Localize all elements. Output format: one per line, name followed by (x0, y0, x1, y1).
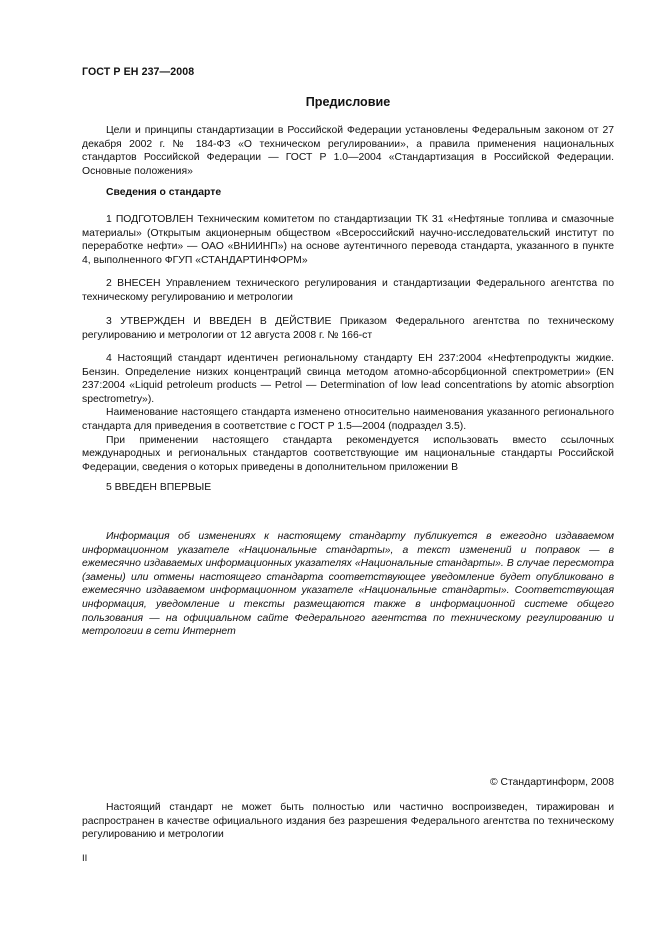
item-3-paragraph: 3 УТВЕРЖДЕН И ВВЕДЕН В ДЕЙСТВИЕ Приказом Федерального агентства по техническому регулированию и метрологии от 12 августа 2008 г. № 166-ст (82, 316, 614, 341)
item-4-references-note: При применении настоящего стандарта рекомендуется использовать вместо ссылочных международных и региональных стандартов соответствующие им национальные стандарты Российской Федерации, сведения о которых приведены в дополнительном приложении В (82, 434, 614, 473)
item-2-paragraph: 2 ВНЕСЕН Управлением технического регулирования и стандартизации Федерального агентства по техническому регулированию и метрологии (82, 278, 614, 303)
rights-paragraph: Настоящий стандарт не может быть полностью или частично воспроизведен, тиражирован и распространен в качестве официального издания без разрешения Федерального агентства по техническому регулированию и метрологии (82, 802, 614, 841)
document-header: ГОСТ Р ЕН 237—2008 (82, 66, 195, 78)
item-4-name-note: Наименование настоящего стандарта изменено относительно наименования указанного регионального стандарта для приведения в соответствие с ГОСТ Р 1.5—2004 (подраздел 3.5). (82, 407, 614, 432)
item-5-paragraph: 5 ВВЕДЕН ВПЕРВЫЕ (106, 482, 212, 493)
item-4-block (82, 352, 614, 474)
section-subheading: Сведения о стандарте (106, 187, 222, 198)
intro-paragraph: Цели и принципы стандартизации в Российской Федерации установлены Федеральным законом от 27 декабря 2002 г. № 184-ФЗ «О техническом регулировании», а правила применения национальных стандартов Российской Федерации — ГОСТ Р 1.0—2004 «Стандартизация в Российской Федерации. Основные положения» (82, 125, 614, 177)
item-1-paragraph: 1 ПОДГОТОВЛЕН Техническим комитетом по стандартизации ТК 31 «Нефтяные топлива и смазочные материалы» (Открытым акционерным обществом «Всероссийский научно-исследовательский институт по переработке нефти» — ОАО «ВНИИНП») на основе аутентичного перевода стандарта, указанного в пункте 4, выполненного ФГУП «СТАНДАРТИНФОРМ» (82, 214, 614, 266)
item-4-paragraph: 4 Настоящий стандарт идентичен региональному стандарту ЕН 237:2004 «Нефтепродукты жидкие. Бензин. Определение низких концентраций свинца методом атомно-абсорбционной спектрометрии» (EN 237:2004 «Liquid petroleum products — Petrol — Determination of low lead concentrations by atomic absorption spectrometry»). (82, 353, 614, 405)
page-number: II (82, 853, 88, 864)
notice-paragraph: Информация об изменениях к настоящему стандарту публикуется в ежегодно издаваемом информационном указателе «Национальные стандарты», а текст изменений и поправок — в ежемесячно издаваемых информационных указателях «Национальные стандарты». В случае пересмотра (замены) или отмены настоящего стандарта соответствующее уведомление будет опубликовано в ежемесячно издаваемом информационном указателе «Национальные стандарты». Соответствующая информация, уведомление и тексты размещаются также в информационной системе общего пользования — на официальном сайте Федерального агентства по техническому регулированию и метрологии в сети Интернет (82, 531, 614, 638)
copyright-line: © Стандартинформ, 2008 (489, 777, 614, 788)
page-title: Предисловие (305, 95, 391, 109)
